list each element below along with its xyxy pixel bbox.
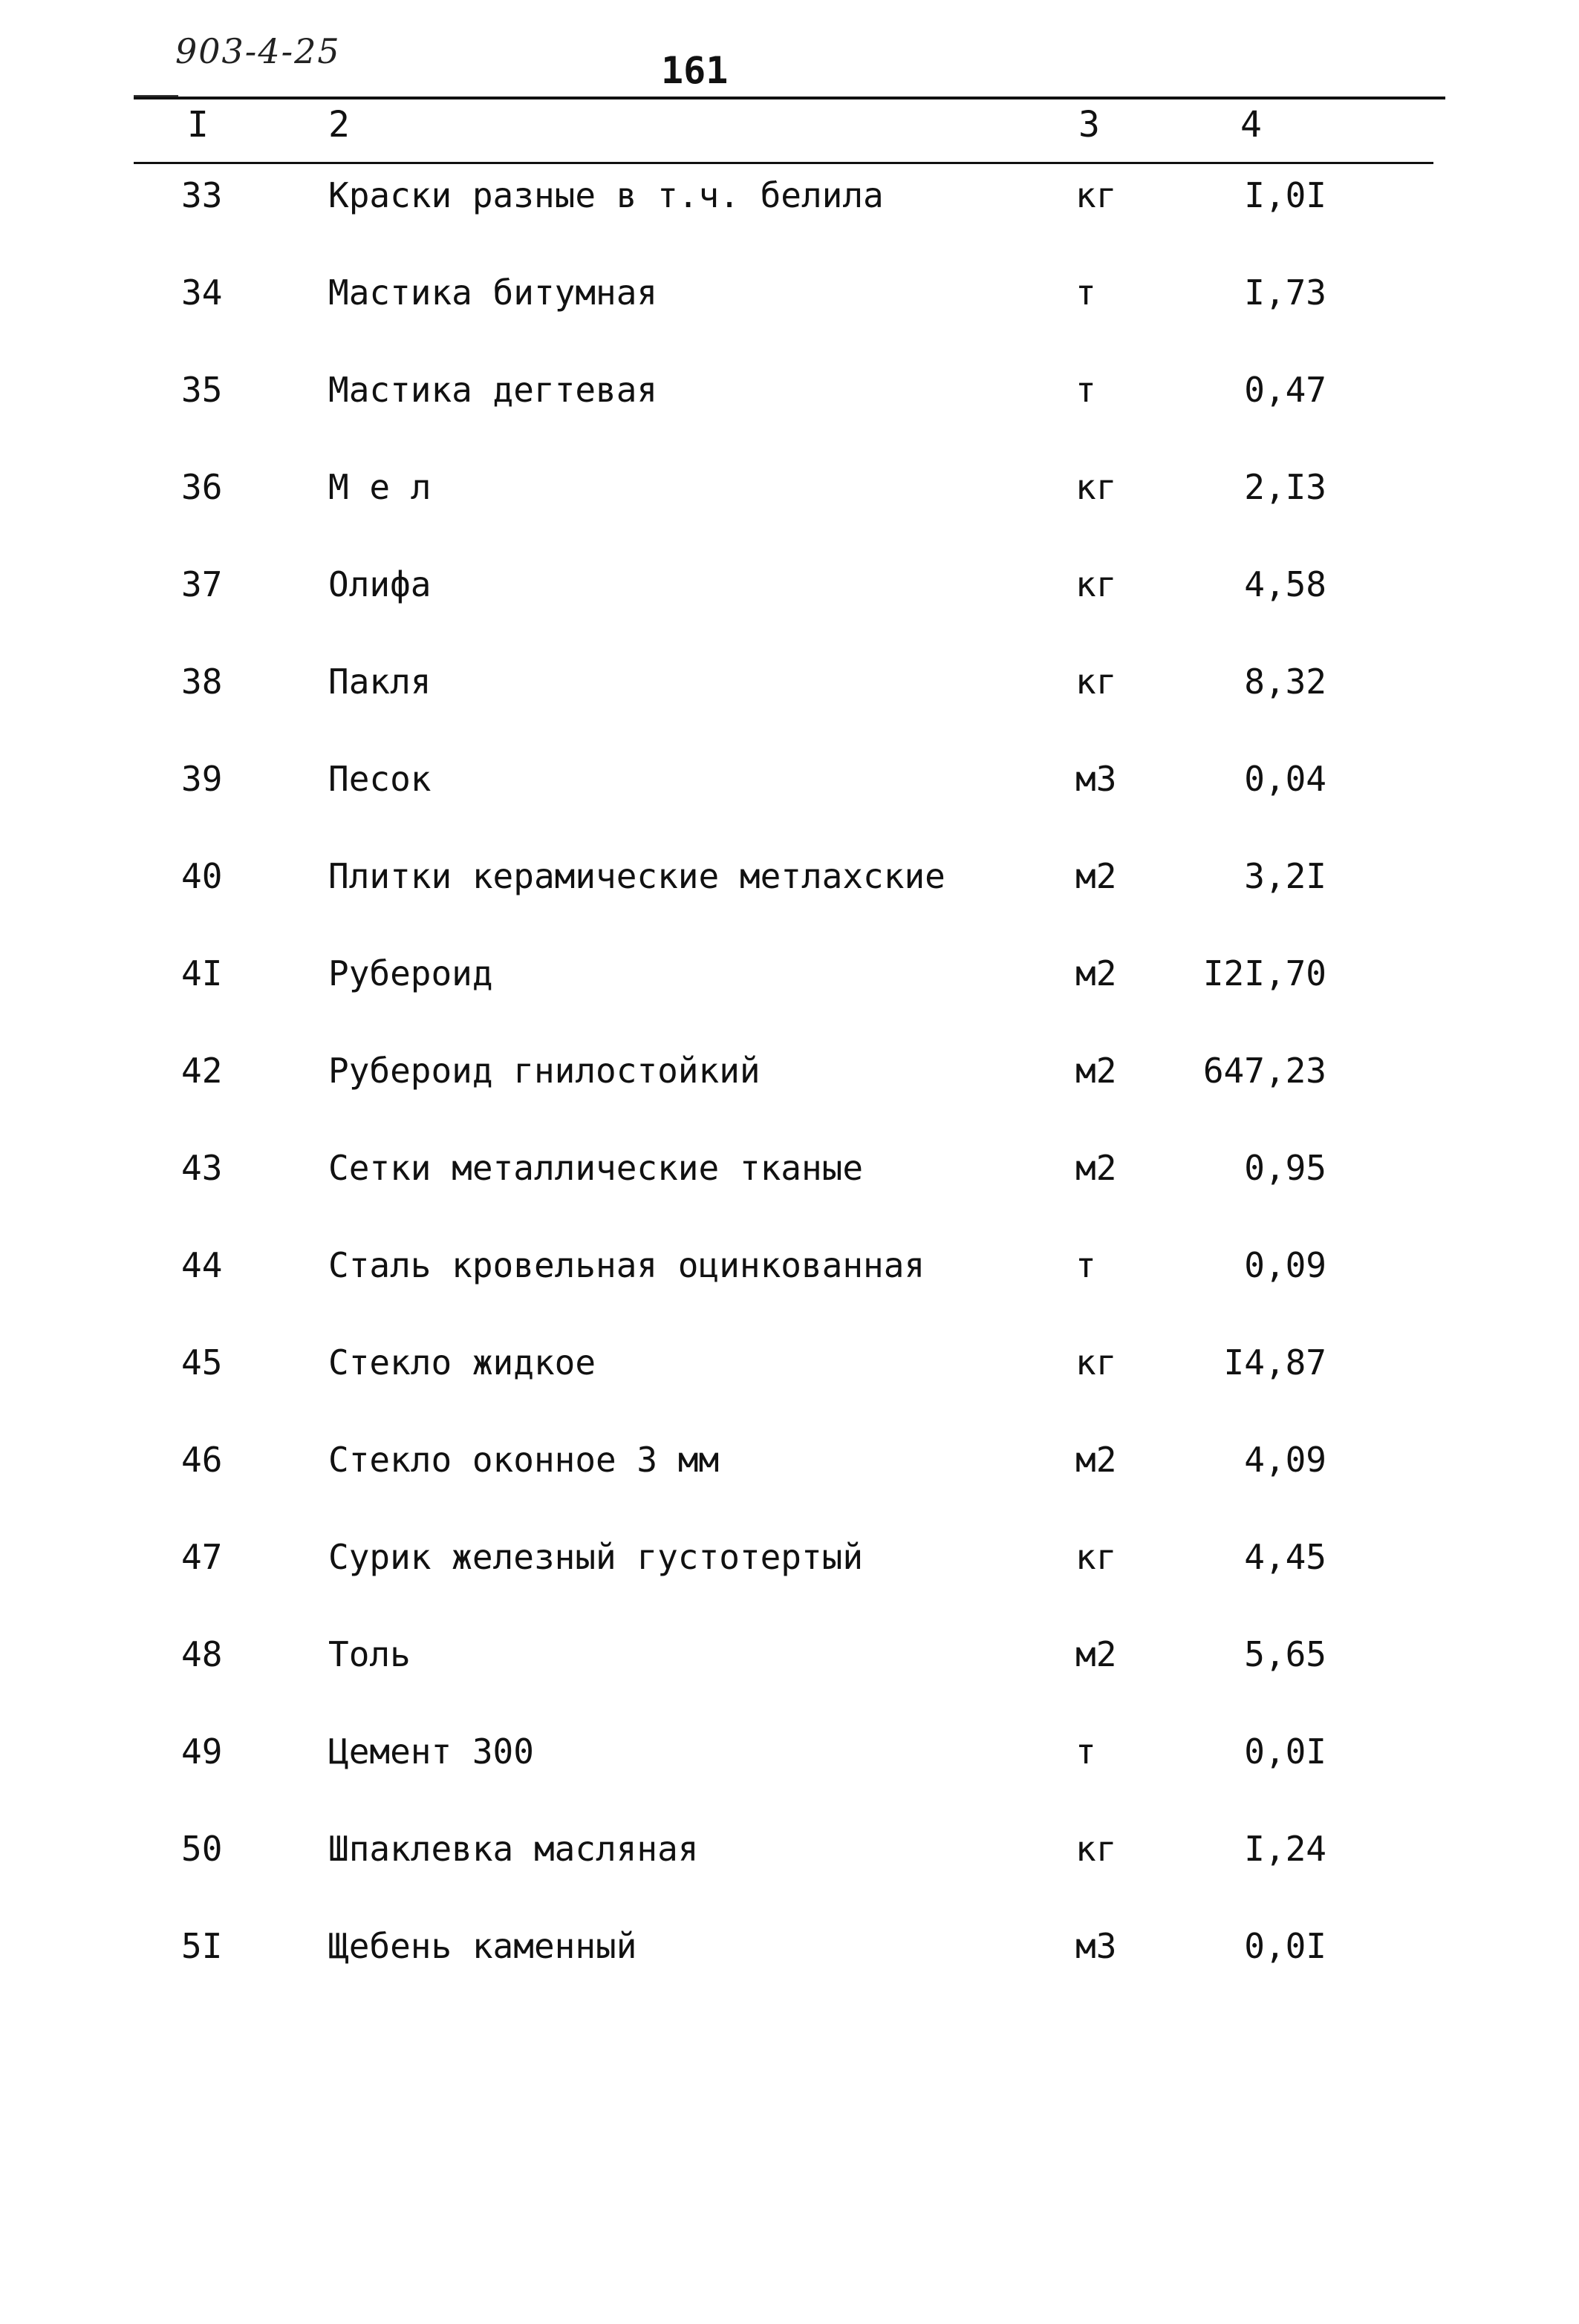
row-number: 37 [181, 564, 223, 604]
unit: м2 [1075, 1148, 1117, 1188]
document-code: 903-4-25 [175, 31, 341, 71]
material-name: Толь [328, 1634, 411, 1674]
row-number: 39 [181, 759, 223, 799]
unit: кг [1075, 175, 1117, 215]
unit: кг [1075, 1829, 1117, 1869]
table-row [0, 1434, 1579, 1531]
quantity: 3,2I [1244, 856, 1326, 896]
material-name: Плитки керамические метлахские [328, 856, 945, 896]
materials-table [0, 169, 1579, 2017]
column-header-2: 2 [328, 104, 350, 146]
material-name: Сталь кровельная оцинкованная [328, 1245, 925, 1285]
quantity: 0,0I [1244, 1926, 1326, 1966]
column-header-3: 3 [1078, 104, 1100, 146]
quantity: 0,04 [1244, 759, 1326, 799]
quantity: 0,09 [1244, 1245, 1326, 1285]
quantity: 4,58 [1244, 564, 1326, 604]
material-name: Рубероид [328, 953, 493, 993]
table-row [0, 1142, 1579, 1239]
quantity: 2,I3 [1244, 467, 1326, 507]
unit: м2 [1075, 953, 1117, 993]
material-name: Мастика дегтевая [328, 370, 658, 410]
row-number: 34 [181, 272, 223, 313]
material-name: Стекло оконное 3 мм [328, 1440, 720, 1480]
material-name: Краски разные в т.ч. белила [328, 175, 884, 215]
row-number: 40 [181, 856, 223, 896]
table-row [0, 947, 1579, 1045]
unit: кг [1075, 467, 1117, 507]
table-row [0, 1920, 1579, 2017]
row-number: 45 [181, 1342, 223, 1383]
column-header-4: 4 [1240, 104, 1262, 146]
material-name: Рубероид гнилостойкий [328, 1051, 761, 1091]
page-number: 161 [661, 49, 729, 92]
unit: м2 [1075, 856, 1117, 896]
table-row [0, 169, 1579, 267]
quantity: 647,23 [1202, 1051, 1326, 1091]
quantity: I4,87 [1223, 1342, 1326, 1383]
material-name: Сетки металлические тканые [328, 1148, 864, 1188]
table-row [0, 1726, 1579, 1823]
table-row [0, 1045, 1579, 1142]
material-name: М е л [328, 467, 432, 507]
unit: кг [1075, 1342, 1117, 1383]
unit: м2 [1075, 1051, 1117, 1091]
row-number: 44 [181, 1245, 223, 1285]
material-name: Олифа [328, 564, 432, 604]
unit: м2 [1075, 1634, 1117, 1674]
row-number: 42 [181, 1051, 223, 1091]
quantity: I,24 [1244, 1829, 1326, 1869]
row-number: 50 [181, 1829, 223, 1869]
unit: кг [1075, 662, 1117, 702]
table-row [0, 753, 1579, 850]
unit: м2 [1075, 1440, 1117, 1480]
column-header-1: I [187, 104, 209, 146]
table-row [0, 267, 1579, 364]
quantity: 5,65 [1244, 1634, 1326, 1674]
row-number: 4I [181, 953, 223, 993]
header-rule [134, 162, 1433, 164]
row-number: 48 [181, 1634, 223, 1674]
quantity: 4,09 [1244, 1440, 1326, 1480]
table-row [0, 1531, 1579, 1628]
table-row [0, 1628, 1579, 1726]
table-row [0, 558, 1579, 656]
quantity: 0,95 [1244, 1148, 1326, 1188]
quantity: 8,32 [1244, 662, 1326, 702]
material-name: Пакля [328, 662, 432, 702]
quantity: 4,45 [1244, 1537, 1326, 1577]
unit: т [1075, 1245, 1096, 1285]
material-name: Песок [328, 759, 432, 799]
table-row [0, 364, 1579, 461]
unit: м3 [1075, 759, 1117, 799]
material-name: Стекло жидкое [328, 1342, 596, 1383]
table-row [0, 1239, 1579, 1336]
top-rule [134, 97, 1445, 99]
unit: т [1075, 1731, 1096, 1772]
table-row [0, 461, 1579, 558]
row-number: 49 [181, 1731, 223, 1772]
quantity: 0,0I [1244, 1731, 1326, 1772]
unit: т [1075, 370, 1096, 410]
table-row [0, 1823, 1579, 1920]
quantity: 0,47 [1244, 370, 1326, 410]
row-number: 33 [181, 175, 223, 215]
row-number: 36 [181, 467, 223, 507]
row-number: 47 [181, 1537, 223, 1577]
unit: м3 [1075, 1926, 1117, 1966]
table-row [0, 850, 1579, 947]
quantity: I,73 [1244, 272, 1326, 313]
material-name: Шпаклевка масляная [328, 1829, 699, 1869]
material-name: Сурик железный густотертый [328, 1537, 864, 1577]
unit: т [1075, 272, 1096, 313]
row-number: 38 [181, 662, 223, 702]
quantity: I,0I [1244, 175, 1326, 215]
row-number: 35 [181, 370, 223, 410]
material-name: Мастика битумная [328, 272, 658, 313]
material-name: Цемент 300 [328, 1731, 534, 1772]
unit: кг [1075, 564, 1117, 604]
row-number: 5I [181, 1926, 223, 1966]
material-name: Щебень каменный [328, 1926, 637, 1966]
row-number: 46 [181, 1440, 223, 1480]
row-number: 43 [181, 1148, 223, 1188]
unit: кг [1075, 1537, 1117, 1577]
table-row [0, 1336, 1579, 1434]
table-row [0, 656, 1579, 753]
quantity: I2I,70 [1202, 953, 1326, 993]
